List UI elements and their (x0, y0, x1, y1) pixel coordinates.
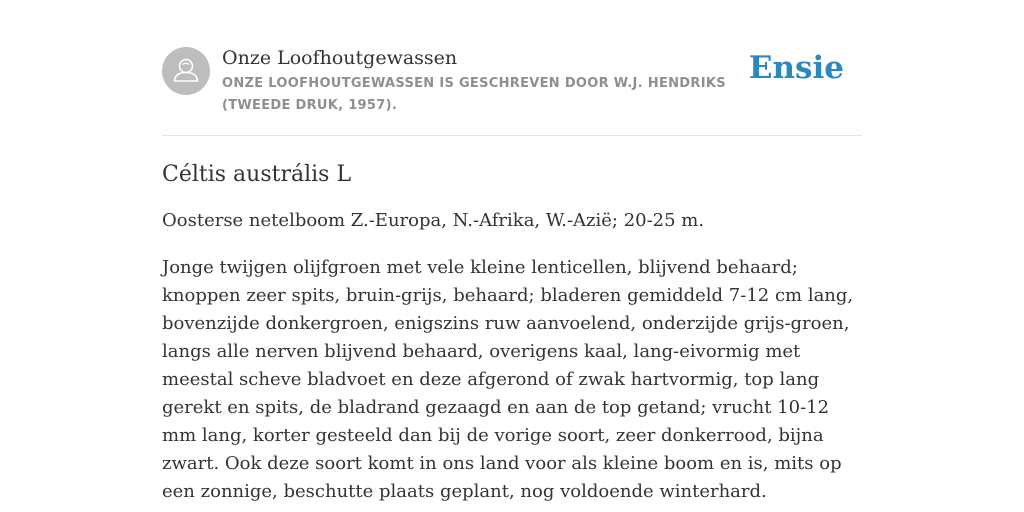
brand-logo[interactable]: Ensie (748, 50, 844, 86)
entry-paragraph: Oosterse netelboom Z.-Europa, N.-Afrika, W.-Azië; 20-25 m. (162, 210, 705, 231)
avatar[interactable] (162, 47, 210, 95)
header-divider (162, 135, 862, 136)
entry-title: Céltis austrális L (162, 162, 352, 187)
user-silhouette-icon (162, 47, 210, 95)
source-description: ONZE LOOFHOUTGEWASSEN IS GESCHREVEN DOOR W.J. HENDRIKS (TWEEDE DRUK, 1957). (222, 76, 726, 113)
entry-content (162, 158, 862, 506)
entry-paragraph: Jonge twijgen olijfgroen met vele kleine lenticellen, blijvend behaard; knoppen zeer spits, bruin-grijs, behaard; bladeren gemiddeld 7-12 cm lang, bovenzijde donkergroen, enigszins ruw aanvoelend, onderzijde grijs-groen, langs alle nerven blijvend behaard, overigens kaal, lang-eivormig met meestal scheve bladvoet en deze afgerond of zwak hartvormig, top lang gerekt en spits, de bladrand gezaagd en aan de top getand; vrucht 10-12 mm lang, korter gesteeld dan bij de vorige soort, zeer donkerrood, bijna zwart. Ook deze soort komt in ons land voor als kleine boom en is, mits op een zonnige, beschutte plaats geplant, nog voldoende winterhard. (162, 257, 854, 502)
source-title[interactable]: Onze Loofhoutgewassen (222, 47, 458, 69)
source-header (162, 46, 862, 118)
